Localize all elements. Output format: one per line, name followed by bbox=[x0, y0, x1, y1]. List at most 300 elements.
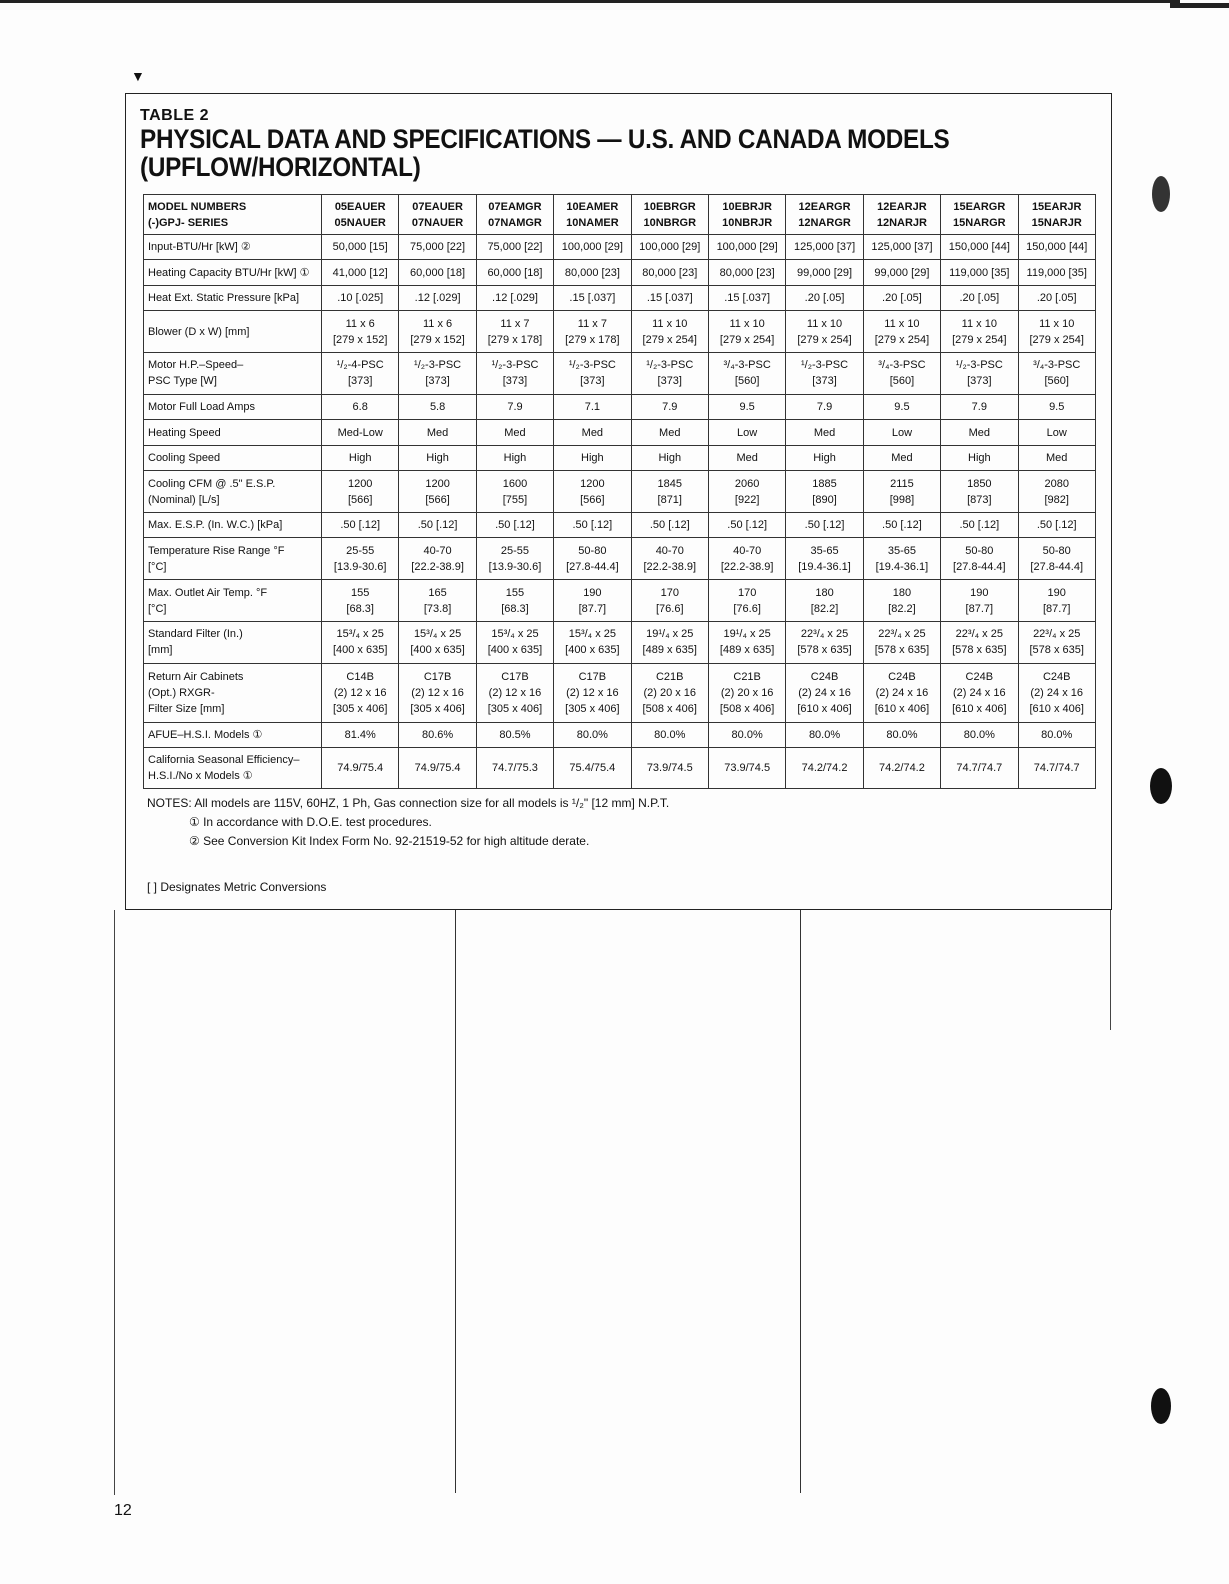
cell-line: 7.9 bbox=[971, 401, 987, 414]
cell-line: .50 [.12] bbox=[882, 519, 922, 532]
table-cell bbox=[476, 663, 553, 722]
table-cell bbox=[708, 538, 785, 580]
table-cell bbox=[863, 420, 940, 445]
cell-line: 99,000 [29] bbox=[874, 266, 930, 279]
table-cell bbox=[322, 538, 399, 580]
cell-line: ³/₄-3-PSC bbox=[1033, 359, 1081, 372]
table-cell bbox=[786, 722, 863, 747]
cell-line: 25-55 bbox=[500, 544, 530, 557]
cell-line: [279 x 254] bbox=[1029, 333, 1084, 346]
table-cell bbox=[554, 394, 631, 419]
cell-line: .15 [.037] bbox=[646, 292, 693, 305]
cell-line: C24B bbox=[810, 670, 839, 683]
table-cell bbox=[554, 260, 631, 285]
cell-line: 15³/₄ x 25 bbox=[336, 628, 384, 641]
cell-line: Med bbox=[813, 426, 836, 439]
notes bbox=[147, 794, 669, 851]
cell-line: 170 bbox=[737, 586, 757, 599]
table-row bbox=[144, 512, 1096, 537]
row-label bbox=[144, 394, 322, 419]
table-cell bbox=[322, 445, 399, 470]
table-cell bbox=[554, 512, 631, 537]
cell-line: [998] bbox=[889, 493, 915, 506]
cell-line: 80.0% bbox=[963, 728, 995, 741]
cell-line: 1600 bbox=[502, 477, 528, 490]
cell-line: 60,000 [18] bbox=[487, 266, 543, 279]
cell-line: High bbox=[813, 451, 836, 464]
notes-footnote-2: ② See Conversion Kit Index Form No. 92-21519-52 for high altitude derate. bbox=[189, 834, 590, 848]
cell-line: .50 [.12] bbox=[572, 519, 613, 532]
cell-line: ¹/₂-3-PSC bbox=[646, 359, 694, 372]
table-cell bbox=[476, 353, 553, 395]
cell-line: C21B bbox=[655, 670, 684, 683]
cell-line: [279 x 178] bbox=[487, 333, 543, 346]
row-label-line: Return Air Cabinets bbox=[148, 670, 244, 683]
table-cell bbox=[631, 285, 708, 310]
table-cell bbox=[322, 285, 399, 310]
cell-line: [305 x 406] bbox=[332, 702, 388, 715]
cell-line: [305 x 406] bbox=[565, 702, 620, 715]
cell-line: 80.0% bbox=[731, 728, 763, 741]
row-label-line: Heat Ext. Static Pressure [kPa] bbox=[148, 292, 300, 305]
table-cell bbox=[786, 748, 863, 789]
row-label-line: Temperature Rise Range °F bbox=[148, 544, 285, 557]
table-cell bbox=[631, 748, 708, 789]
table-cell bbox=[1018, 445, 1095, 470]
cell-line: 80.0% bbox=[808, 728, 841, 741]
cell-line: (2) 12 x 16 bbox=[333, 686, 387, 699]
table-cell bbox=[554, 748, 631, 789]
cell-line: 11 x 10 bbox=[729, 317, 765, 330]
cell-line: 11 x 10 bbox=[961, 317, 997, 330]
cell-line: Low bbox=[891, 426, 913, 439]
table-cell bbox=[476, 394, 553, 419]
cell-line: [755] bbox=[502, 493, 528, 506]
row-label-line: Input-BTU/Hr [kW] ② bbox=[148, 241, 251, 254]
cell-line: [27.8-44.4] bbox=[566, 560, 619, 573]
table-cell bbox=[786, 471, 863, 513]
cell-line: [13.9-30.6] bbox=[488, 560, 542, 573]
table-cell bbox=[476, 311, 553, 353]
cell-line: 35-65 bbox=[887, 544, 916, 557]
table-cell bbox=[941, 445, 1018, 470]
cell-line: [373] bbox=[502, 375, 528, 388]
cell-line: 19¹/₄ x 25 bbox=[723, 628, 771, 641]
cell-line: [373] bbox=[967, 375, 992, 388]
model-header: 05EAUER 05NAUER bbox=[322, 195, 399, 235]
table-cell bbox=[863, 663, 940, 722]
cell-line: 80.0% bbox=[1041, 728, 1073, 741]
cell-line: 125,000 [37] bbox=[871, 241, 933, 254]
cell-line: 155 bbox=[351, 586, 370, 599]
table-cell bbox=[786, 621, 863, 663]
punch-hole-icon bbox=[1150, 768, 1172, 804]
cell-line: 74.2/74.2 bbox=[878, 762, 925, 775]
cell-line: High bbox=[426, 451, 449, 464]
cell-line: 7.9 bbox=[662, 401, 678, 414]
table-cell bbox=[708, 580, 785, 622]
table-cell bbox=[863, 260, 940, 285]
cell-line: [560] bbox=[1044, 375, 1069, 388]
cell-line: [27.8-44.4] bbox=[1030, 560, 1083, 573]
cell-line: [22.2-38.9] bbox=[411, 560, 464, 573]
table-cell bbox=[863, 748, 940, 789]
cell-line: 100,000 [29] bbox=[561, 241, 623, 254]
row-label bbox=[144, 722, 322, 747]
cell-line: [400 x 635] bbox=[410, 644, 465, 657]
cell-line: 2080 bbox=[1044, 477, 1069, 490]
table-cell bbox=[786, 663, 863, 722]
row-label-line: Motor H.P.–Speed– bbox=[148, 359, 244, 372]
table-cell bbox=[322, 260, 399, 285]
table-cell bbox=[476, 260, 553, 285]
table-cell bbox=[941, 663, 1018, 722]
table-row bbox=[144, 285, 1096, 310]
cell-line: (2) 24 x 16 bbox=[798, 686, 851, 699]
table-cell bbox=[941, 394, 1018, 419]
cell-line: ¹/₂-4-PSC bbox=[336, 359, 384, 372]
cell-line: 74.7/74.7 bbox=[1033, 762, 1080, 775]
cell-line: [27.8-44.4] bbox=[953, 560, 1006, 573]
cell-line: .20 [.05] bbox=[804, 292, 845, 305]
table-cell bbox=[399, 353, 476, 395]
model-header: 07EAUER 07NAUER bbox=[399, 195, 476, 235]
cell-line: 1200 bbox=[425, 477, 450, 490]
cell-line: 11 x 10 bbox=[1039, 317, 1075, 330]
cell-line: 7.1 bbox=[584, 401, 601, 414]
row-label bbox=[144, 235, 322, 260]
table-cell bbox=[708, 394, 785, 419]
model-header: 10EAMER 10NAMER bbox=[554, 195, 631, 235]
table-cell bbox=[708, 235, 785, 260]
table-cell bbox=[863, 538, 940, 580]
row-label-line: Standard Filter (In.) bbox=[148, 628, 243, 641]
cell-line: [566] bbox=[425, 493, 450, 506]
cell-line: 75.4/75.4 bbox=[569, 762, 616, 775]
cell-line: [22.2-38.9] bbox=[643, 560, 697, 573]
table-row bbox=[144, 748, 1096, 789]
cell-line: ¹/₂-3-PSC bbox=[414, 359, 462, 372]
cell-line: Med bbox=[659, 426, 681, 439]
table-cell bbox=[786, 580, 863, 622]
cell-line: 50,000 [15] bbox=[332, 241, 388, 254]
cell-line: .50 [.12] bbox=[1036, 519, 1077, 532]
table-cell bbox=[322, 663, 399, 722]
model-header: 15EARGR 15NARGR bbox=[941, 195, 1018, 235]
cell-line: [305 x 406] bbox=[487, 702, 543, 715]
cell-line: C24B bbox=[888, 670, 916, 683]
row-label-line: PSC Type [W] bbox=[148, 375, 217, 388]
table-cell bbox=[631, 621, 708, 663]
table-cell bbox=[631, 353, 708, 395]
table-cell bbox=[863, 580, 940, 622]
cell-line: [22.2-38.9] bbox=[720, 560, 774, 573]
table-cell bbox=[476, 748, 553, 789]
cell-line: 7.9 bbox=[507, 401, 523, 414]
table-cell bbox=[1018, 538, 1095, 580]
cell-line: 80.0% bbox=[576, 728, 608, 741]
row-label bbox=[144, 748, 322, 789]
table-cell bbox=[476, 538, 553, 580]
cell-line: [19.4-36.1] bbox=[798, 560, 851, 573]
cell-line: 80,000 [23] bbox=[564, 266, 620, 279]
cell-line: ¹/₂-3-PSC bbox=[491, 359, 539, 372]
cell-line: [400 x 635] bbox=[332, 644, 388, 657]
table-cell bbox=[399, 311, 476, 353]
cell-line: [508 x 406] bbox=[642, 702, 697, 715]
cell-line: .10 [.025] bbox=[337, 292, 384, 305]
row-label-line: Heating Capacity BTU/Hr [kW] ① bbox=[148, 266, 310, 279]
table-cell bbox=[1018, 235, 1095, 260]
margin-rule bbox=[1110, 910, 1111, 1030]
table-cell bbox=[322, 621, 399, 663]
row-label-line: [mm] bbox=[148, 644, 173, 657]
cell-line: 119,000 [35] bbox=[949, 266, 1010, 279]
cell-line: 50-80 bbox=[1042, 544, 1071, 557]
table-cell bbox=[476, 471, 553, 513]
table-cell bbox=[631, 512, 708, 537]
row-label bbox=[144, 311, 322, 353]
table-cell bbox=[863, 235, 940, 260]
cell-line: .12 [.029] bbox=[492, 292, 538, 305]
cell-line: [560] bbox=[889, 375, 915, 388]
cell-line: [373] bbox=[657, 375, 682, 388]
cell-line: 41,000 [12] bbox=[332, 266, 388, 279]
cell-line: 40-70 bbox=[655, 544, 684, 557]
header-label-line: MODEL NUMBERS bbox=[148, 200, 247, 213]
table-cell bbox=[1018, 512, 1095, 537]
model-header: 15EARJR 15NARJR bbox=[1018, 195, 1095, 235]
cell-line: 80.0% bbox=[886, 728, 918, 741]
table-cell bbox=[554, 621, 631, 663]
table-row bbox=[144, 722, 1096, 747]
cell-line: 2060 bbox=[734, 477, 760, 490]
table-cell bbox=[322, 235, 399, 260]
table-cell bbox=[399, 235, 476, 260]
cell-line: 1200 bbox=[347, 477, 373, 490]
cell-line: [279 x 254] bbox=[719, 333, 775, 346]
cell-line: [578 x 635] bbox=[874, 644, 930, 657]
row-label bbox=[144, 512, 322, 537]
table-cell bbox=[1018, 621, 1095, 663]
table-cell bbox=[863, 722, 940, 747]
cell-line: .50 [.12] bbox=[340, 519, 381, 532]
page-title bbox=[140, 125, 1004, 181]
cell-line: (2) 12 x 16 bbox=[488, 686, 542, 699]
margin-rule bbox=[114, 910, 115, 1495]
cell-line: .50 [.12] bbox=[959, 519, 1000, 532]
cell-line: [566] bbox=[580, 493, 605, 506]
table-cell bbox=[786, 285, 863, 310]
row-label-line: Cooling CFM @ .5" E.S.P. bbox=[148, 477, 276, 490]
table-label: TABLE 2 bbox=[140, 107, 209, 124]
table-cell bbox=[708, 512, 785, 537]
table-cell bbox=[554, 538, 631, 580]
table-cell bbox=[1018, 285, 1095, 310]
table-cell bbox=[554, 445, 631, 470]
table-cell bbox=[631, 235, 708, 260]
cell-line: High bbox=[348, 451, 372, 464]
table-cell bbox=[322, 311, 399, 353]
cell-line: 74.7/74.7 bbox=[956, 762, 1003, 775]
table-cell bbox=[1018, 353, 1095, 395]
cell-line: High bbox=[968, 451, 991, 464]
table-cell bbox=[941, 420, 1018, 445]
cell-line: 50-80 bbox=[578, 544, 607, 557]
cell-line: 40-70 bbox=[423, 544, 452, 557]
cell-line: C14B bbox=[346, 670, 374, 683]
cell-line: 190 bbox=[970, 586, 989, 599]
table-cell bbox=[786, 420, 863, 445]
cell-line: 1850 bbox=[967, 477, 992, 490]
model-header: 07EAMGR 07NAMGR bbox=[476, 195, 553, 235]
table-cell bbox=[786, 445, 863, 470]
row-label-line: Motor Full Load Amps bbox=[148, 401, 255, 414]
table-cell bbox=[1018, 420, 1095, 445]
cell-line: High bbox=[658, 451, 682, 464]
cell-line: 1200 bbox=[580, 477, 605, 490]
table-cell bbox=[554, 663, 631, 722]
table-cell bbox=[786, 538, 863, 580]
cell-line: [578 x 635] bbox=[952, 644, 1007, 657]
cell-line: .50 [.12] bbox=[417, 519, 458, 532]
cell-line: [279 x 178] bbox=[565, 333, 620, 346]
cell-line: 74.9/75.4 bbox=[414, 762, 461, 775]
table-cell bbox=[399, 285, 476, 310]
cell-line: 80.5% bbox=[499, 728, 531, 741]
cell-line: [73.8] bbox=[423, 602, 452, 615]
table-cell bbox=[399, 394, 476, 419]
table-cell bbox=[708, 748, 785, 789]
cell-line: 22³/₄ x 25 bbox=[955, 628, 1003, 641]
cell-line: ¹/₂-3-PSC bbox=[955, 359, 1003, 372]
cell-line: [566] bbox=[347, 493, 373, 506]
row-label-line: Heating Speed bbox=[148, 426, 221, 439]
table-cell bbox=[1018, 663, 1095, 722]
cell-line: 1885 bbox=[812, 477, 837, 490]
cell-line: 11 x 7 bbox=[500, 317, 530, 330]
title-line-1: PHYSICAL DATA AND SPECIFICATIONS — U.S. AND CANADA MODELS bbox=[140, 124, 950, 154]
cell-line: [373] bbox=[425, 375, 450, 388]
table-cell bbox=[322, 722, 399, 747]
cell-line: 6.8 bbox=[352, 401, 368, 414]
table-cell bbox=[399, 621, 476, 663]
table-cell bbox=[476, 285, 553, 310]
cell-line: High bbox=[581, 451, 604, 464]
cell-line: .50 [.12] bbox=[495, 519, 535, 532]
cell-line: 190 bbox=[583, 586, 602, 599]
table-cell bbox=[554, 311, 631, 353]
table-cell bbox=[1018, 394, 1095, 419]
row-label-line: H.S.I./No x Models ① bbox=[148, 770, 253, 783]
cell-line: 11 x 6 bbox=[423, 317, 453, 330]
notes-footnote-1: ① In accordance with D.O.E. test procedures. bbox=[189, 815, 432, 829]
table-cell bbox=[708, 311, 785, 353]
cell-line: 74.9/75.4 bbox=[337, 762, 384, 775]
row-label-line: Blower (D x W) [mm] bbox=[148, 325, 250, 338]
table-cell bbox=[863, 285, 940, 310]
table-cell bbox=[863, 311, 940, 353]
table-cell bbox=[399, 748, 476, 789]
cell-line: (2) 12 x 16 bbox=[566, 686, 619, 699]
cell-line: [610 x 406] bbox=[874, 702, 930, 715]
header-label bbox=[144, 195, 322, 235]
row-label bbox=[144, 471, 322, 513]
table-cell bbox=[863, 512, 940, 537]
table-cell bbox=[941, 722, 1018, 747]
table-cell bbox=[399, 420, 476, 445]
cell-line: 22³/₄ x 25 bbox=[878, 628, 926, 641]
cell-line: [508 x 406] bbox=[719, 702, 775, 715]
table-cell bbox=[399, 580, 476, 622]
cell-line: (2) 24 x 16 bbox=[875, 686, 929, 699]
cell-line: 5.8 bbox=[429, 401, 446, 414]
cell-line: 80,000 [23] bbox=[642, 266, 698, 279]
table-cell bbox=[476, 722, 553, 747]
cell-line: ³/₄-3-PSC bbox=[723, 359, 771, 372]
cell-line: 11 x 10 bbox=[652, 317, 688, 330]
cell-line: 11 x 6 bbox=[345, 317, 375, 330]
table-cell bbox=[554, 471, 631, 513]
cell-line: [279 x 254] bbox=[952, 333, 1007, 346]
table-cell bbox=[941, 512, 1018, 537]
cell-line: 7.9 bbox=[816, 401, 833, 414]
row-label-line: Max. Outlet Air Temp. °F bbox=[148, 586, 268, 599]
cell-line: [87.7] bbox=[965, 602, 994, 615]
table-cell bbox=[631, 580, 708, 622]
table-cell bbox=[941, 748, 1018, 789]
table-cell bbox=[554, 420, 631, 445]
table-cell bbox=[786, 311, 863, 353]
cell-line: [578 x 635] bbox=[1029, 644, 1084, 657]
table-cell bbox=[863, 471, 940, 513]
table-cell bbox=[786, 260, 863, 285]
table-cell bbox=[863, 445, 940, 470]
cell-line: .12 [.029] bbox=[414, 292, 461, 305]
table-cell bbox=[554, 285, 631, 310]
cell-line: 73.9/74.5 bbox=[724, 762, 771, 775]
spec-table bbox=[143, 194, 1096, 789]
model-header: 12EARGR 12NARGR bbox=[786, 195, 863, 235]
table-cell bbox=[941, 353, 1018, 395]
table-cell bbox=[322, 353, 399, 395]
cell-line: 15³/₄ x 25 bbox=[568, 628, 617, 641]
table-row bbox=[144, 394, 1096, 419]
cell-line: 180 bbox=[815, 586, 834, 599]
cell-line: C24B bbox=[965, 670, 994, 683]
cell-line: 1845 bbox=[657, 477, 682, 490]
cell-line: Med bbox=[504, 426, 526, 439]
cell-line: [873] bbox=[967, 493, 992, 506]
table-row bbox=[144, 471, 1096, 513]
table-cell bbox=[708, 621, 785, 663]
table-cell bbox=[322, 471, 399, 513]
cell-line: .50 [.12] bbox=[727, 519, 768, 532]
cell-line: 40-70 bbox=[733, 544, 762, 557]
cell-line: [82.2] bbox=[888, 602, 916, 615]
cell-line: [610 x 406] bbox=[952, 702, 1007, 715]
cell-line: 165 bbox=[428, 586, 447, 599]
cell-line: 11 x 7 bbox=[577, 317, 607, 330]
cell-line: 119,000 [35] bbox=[1026, 266, 1087, 279]
cell-line: 155 bbox=[505, 586, 525, 599]
table-cell bbox=[322, 420, 399, 445]
corner-mark: ▼ bbox=[131, 68, 145, 84]
table-cell bbox=[631, 394, 708, 419]
table-cell bbox=[708, 722, 785, 747]
table-row bbox=[144, 580, 1096, 622]
table-cell bbox=[631, 538, 708, 580]
